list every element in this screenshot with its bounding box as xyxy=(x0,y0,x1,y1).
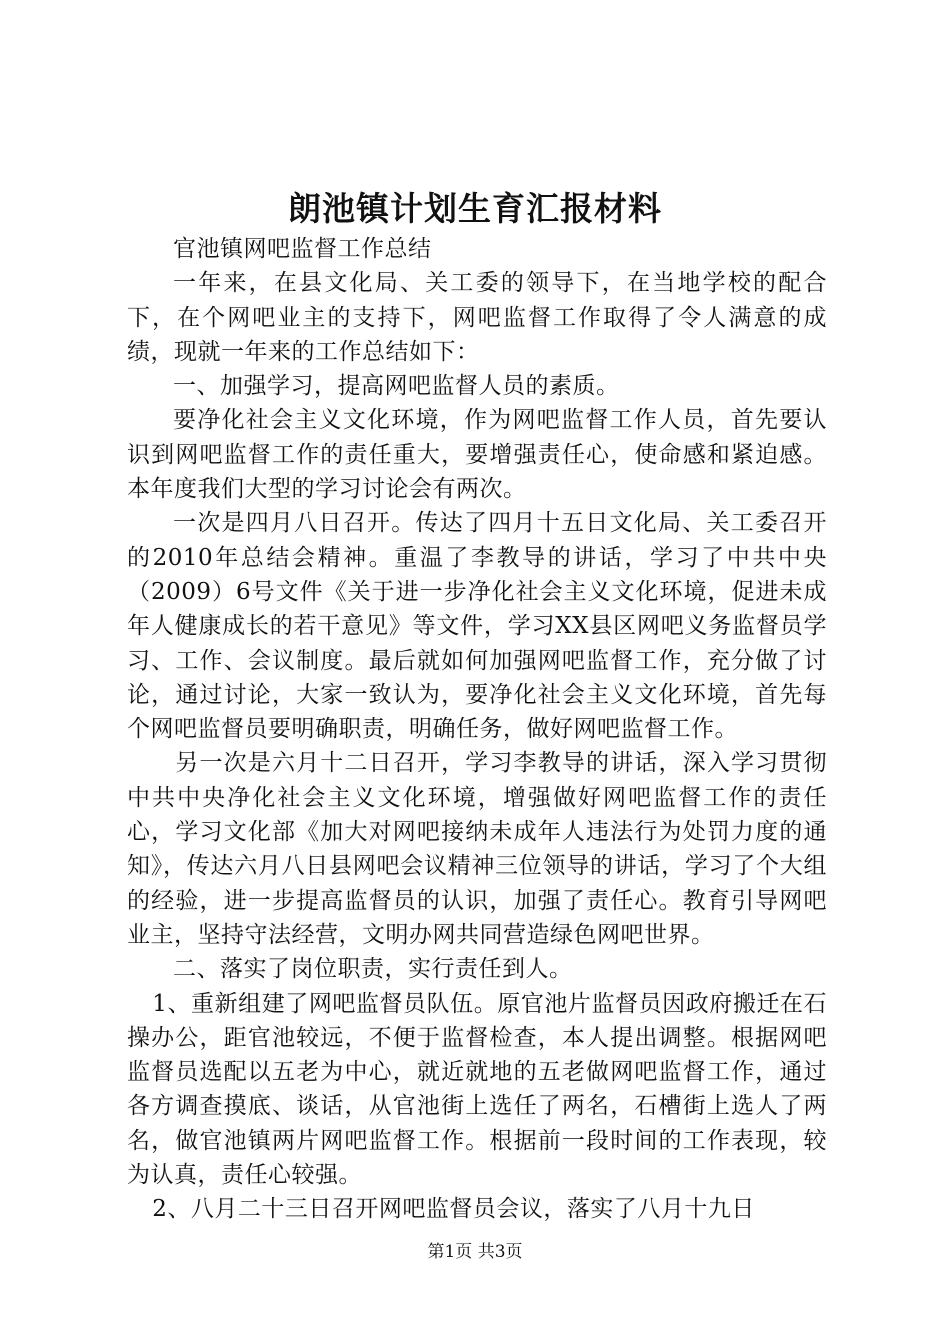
body-paragraph: 2、八月二十三日召开网吧监督员会议，落实了八月十九日 xyxy=(152,1196,755,1223)
body-paragraph: 1、重新组建了网吧监督员队伍。原官池片监督员因政府搬迁在石操办公，距官池较远，不便于监督检查，本人提出调整。根据网吧监督员选配以五老为中心，就近就地的五老做网吧监督工作，通过各方调查摸底、谈话，从官池街上选任了两名，石槽街上选人了两名，做官池镇两片网吧监督工作。根据前一段时间的工作表现，较为认真，责任心较强。 xyxy=(127,990,827,1189)
section-heading: 一、加强学习，提高网吧监督人员的素质。 xyxy=(173,373,620,400)
page-footer: 第1页 共3页 xyxy=(427,1242,523,1262)
body-paragraph: 一次是四月八日召开。传达了四月十五日文化局、关工委召开的2010年总结会精神。重温了李教导的讲话，学习了中共中央（2009）6号文件《关于进一步净化社会主义文化环境，促进未成年人健康成长的若干意见》等文件，学习XX县区网吧义务监督员学习、工作、会议制度。最后就如何加强网吧监督工作，充分做了讨论，通过讨论，大家一致认为，要净化社会主义文化环境，首先每个网吧监督员要明确职责，明确任务，做好网吧监督工作。 xyxy=(127,510,827,743)
body-paragraph: 要净化社会主义文化环境，作为网吧监督工作人员，首先要认识到网吧监督工作的责任重大，要增强责任心，使命感和紧迫感。本年度我们大型的学习讨论会有两次。 xyxy=(127,407,827,503)
section-heading: 二、落实了岗位职责，实行责任到人。 xyxy=(173,956,573,983)
body-paragraph: 另一次是六月十二日召开，学习李教导的讲话，深入学习贯彻中共中央净化社会主义文化环境，增强做好网吧监督工作的责任心，学习文化部《加大对网吧接纳未成年人违法行为处罚力度的通知》，传达六月八日县网吧会议精神三位领导的讲话，学习了个大组的经验，进一步提高监督员的认识，加强了责任心。教育引导网吧业主，坚持守法经营，文明办网共同营造绿色网吧世界。 xyxy=(127,750,827,948)
body-paragraph: 一年来，在县文化局、关工委的领导下，在当地学校的配合下，在个网吧业主的支持下，网吧监督工作取得了令人满意的成绩，现就一年来的工作总结如下： xyxy=(127,270,827,365)
document-title: 朗池镇计划生育汇报材料 xyxy=(288,189,662,228)
document-body xyxy=(127,232,827,1227)
subtitle-paragraph: 官池镇网吧监督工作总结 xyxy=(173,236,432,262)
